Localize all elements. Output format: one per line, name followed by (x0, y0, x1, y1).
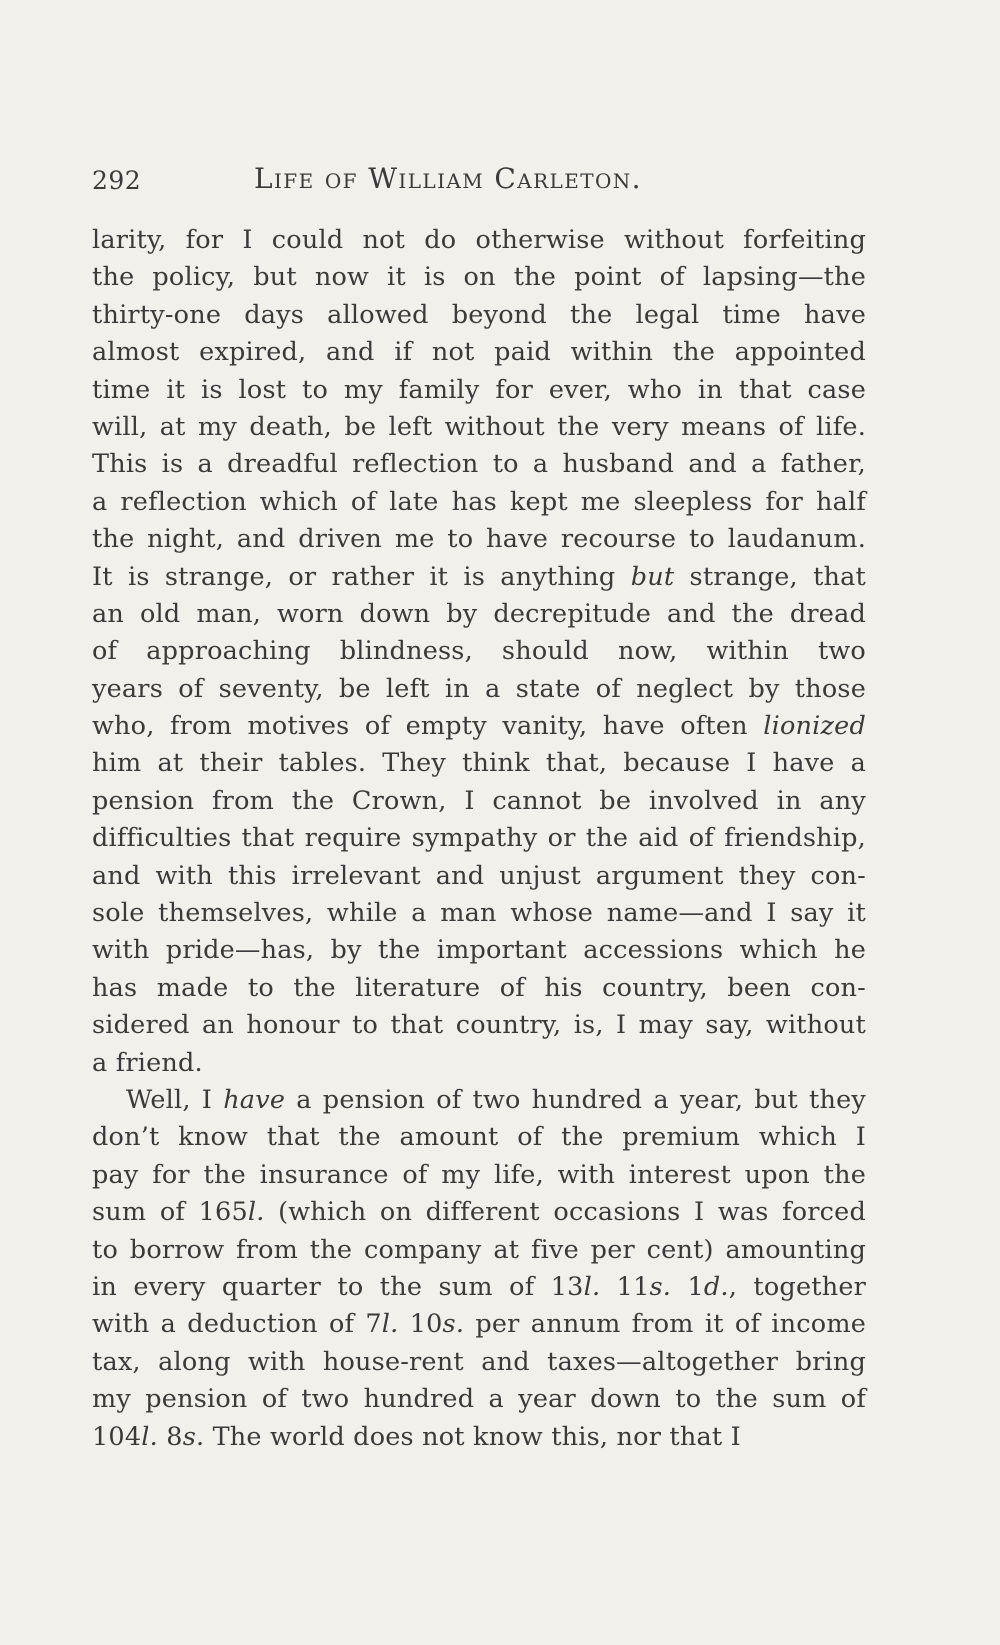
text-line: the policy, but now it is on the point of lapsing—the (92, 262, 866, 293)
text-line: with pride—has, by the important accessions which he (92, 935, 866, 966)
italic-text: d. (703, 1271, 729, 1302)
italic-text: l. (381, 1309, 399, 1340)
text-line: It is strange, or rather it is anything but strange, that (92, 561, 866, 592)
body-text (92, 222, 866, 1456)
text-line: sole themselves, while a man whose name—and I say it (92, 898, 866, 929)
text-line: a friend. (92, 1047, 203, 1078)
paragraph-2 (92, 1082, 866, 1456)
text-line: a reflection which of late has kept me sleepless for half (92, 486, 866, 517)
italic-text: s. (649, 1271, 672, 1302)
running-title: Life of William Carleton. (254, 162, 642, 195)
text-line: to borrow from the company at five per cent) amounting (92, 1234, 866, 1265)
text-line: with a deduction of 7l. 10s. per annum from it of income (92, 1309, 866, 1340)
text-line: almost expired, and if not paid within the appointed (92, 337, 866, 368)
italic-text: s. (442, 1309, 465, 1340)
text-line: This is a dreadful reflection to a husband and a father, (92, 449, 866, 480)
text-line: the night, and driven me to have recourse to laudanum. (92, 524, 866, 555)
text-line: tax, along with house-rent and taxes—altogether bring (92, 1346, 866, 1377)
text-line: years of seventy, be left in a state of neglect by those (92, 673, 866, 704)
text-line: sidered an honour to that country, is, I may say, without (92, 1010, 866, 1041)
italic-text: l. (583, 1271, 601, 1302)
text-line: has made to the literature of his country, been con- (92, 972, 866, 1003)
italic-text: but (630, 561, 675, 592)
text-line: larity, for I could not do otherwise without forfeiting (92, 225, 866, 255)
text-line: and with this irrelevant and unjust argument they con- (92, 860, 866, 891)
italic-text: l. (247, 1197, 265, 1228)
italic-text: have (223, 1084, 286, 1115)
text-line: in every quarter to the sum of 13l. 11s. 1d., together (92, 1271, 867, 1302)
text-line: sum of 165l. (which on different occasions I was forced (92, 1197, 866, 1228)
text-line: pay for the insurance of my life, with interest upon the (92, 1159, 866, 1190)
text-line: thirty-one days allowed beyond the legal time have (92, 299, 866, 330)
page-number: 292 (92, 166, 142, 195)
italic-text: s. (182, 1421, 205, 1452)
text-line: difficulties that require sympathy or the aid of friendship, (92, 823, 866, 854)
text-line: will, at my death, be left without the very means of life. (92, 411, 866, 442)
text-line: time it is lost to my family for ever, who in that case (92, 374, 866, 405)
text-line: don’t know that the amount of the premium which I (92, 1122, 866, 1153)
text-line: of approaching blindness, should now, within two (92, 636, 866, 667)
text-line: 104l. 8s. The world does not know this, nor that I (92, 1421, 741, 1452)
paragraph-1 (92, 222, 866, 1082)
text-line: him at their tables. They think that, because I have a (92, 748, 866, 779)
text-line: who, from motives of empty vanity, have often lionized (92, 711, 866, 742)
italic-text: l. (141, 1421, 158, 1452)
italic-text: lionized (763, 711, 866, 742)
text-line: my pension of two hundred a year down to the sum of (92, 1384, 866, 1415)
text-line: an old man, worn down by decrepitude and the dread (92, 598, 866, 629)
text-line: pension from the Crown, I cannot be involved in any (92, 785, 866, 816)
page-header (92, 158, 872, 202)
text-line: Well, I have a pension of two hundred a year, but they (126, 1084, 866, 1115)
